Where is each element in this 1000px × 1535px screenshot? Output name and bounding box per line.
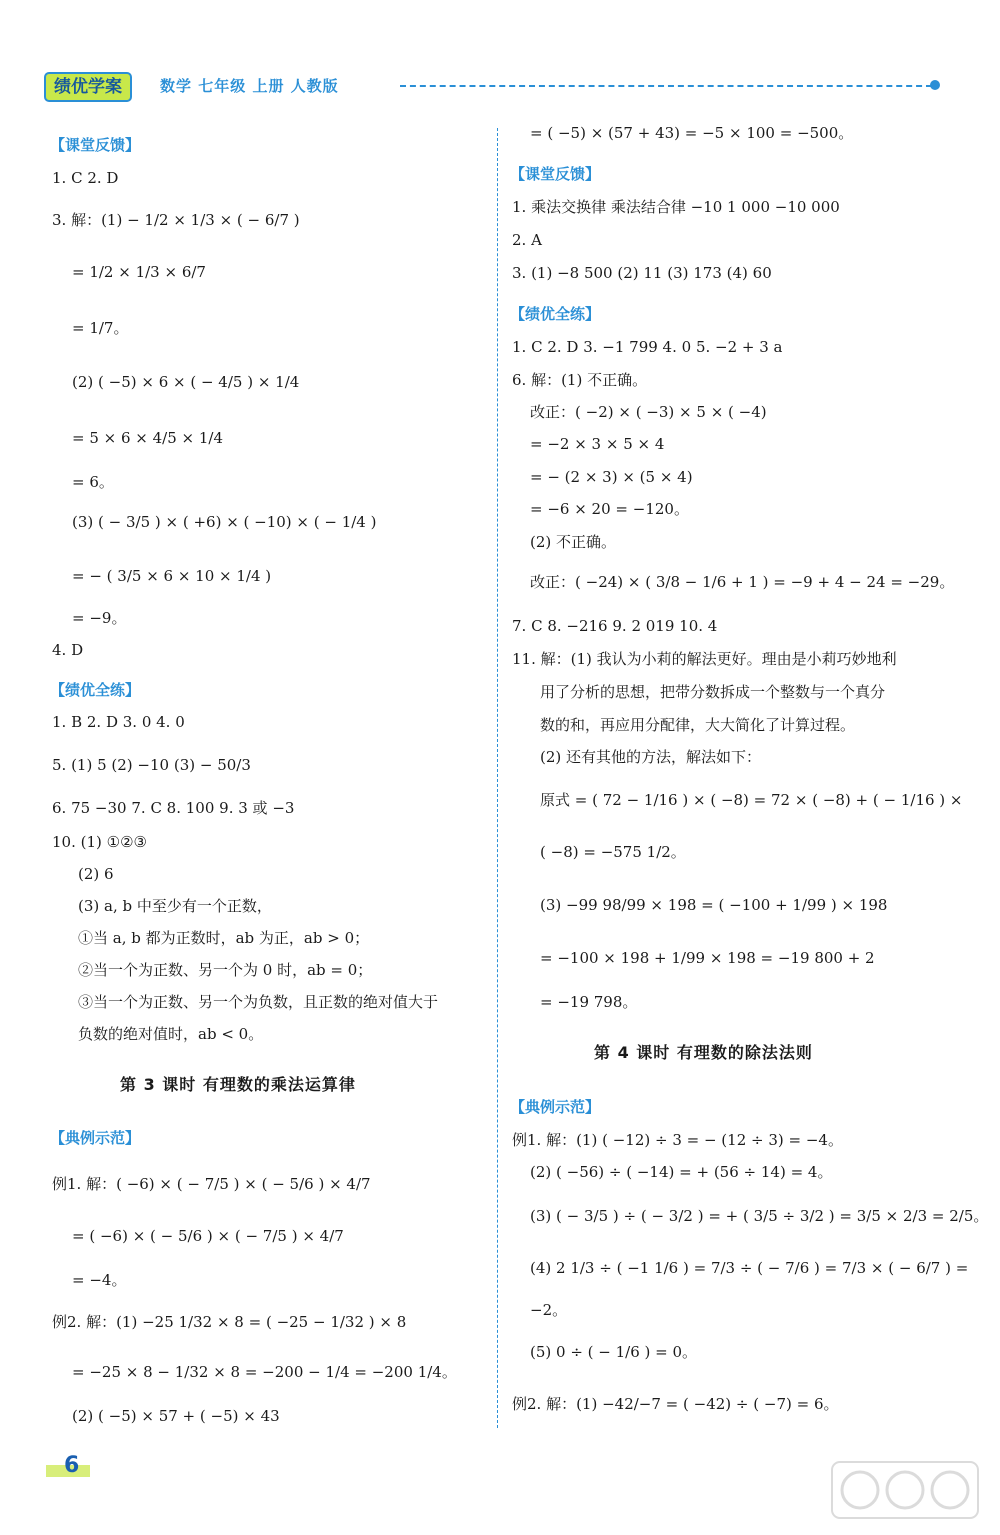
solution-line: 3. 解：(1) − 1/2 × 1/3 × ( − 6/7 )	[52, 211, 300, 229]
solution-line: (3) a, b 中至少有一个正数，	[78, 897, 272, 915]
solution-line: −2。	[530, 1301, 568, 1319]
solution-line: = −2 × 3 × 5 × 4	[530, 435, 665, 453]
solution-line: 例1. 解：( −6) × ( − 7/5 ) × ( − 5/6 ) × 4/7	[52, 1175, 371, 1193]
solution-line: = 1/7。	[72, 319, 129, 337]
header-dashed-rule	[400, 85, 932, 87]
page-header	[44, 72, 944, 100]
solution-line: ①当 a, b 都为正数时，ab 为正，ab > 0；	[78, 929, 370, 947]
solution-line: 3. (1) −8 500 (2) 11 (3) 173 (4) 60	[512, 264, 772, 282]
solution-line: (2) 6	[78, 865, 114, 883]
solution-line: 2. A	[512, 231, 542, 249]
page-number: 6	[64, 1453, 80, 1478]
solution-line: 6. 75 −30 7. C 8. 100 9. 3 或 −3	[52, 799, 295, 817]
solution-line: 1. B 2. D 3. 0 4. 0	[52, 713, 185, 731]
solution-line: = −100 × 198 + 1/99 × 198 = −19 800 + 2	[540, 949, 875, 967]
solution-line: (2) ( −5) × 6 × ( − 4/5 ) × 1/4	[72, 373, 300, 391]
solution-line: 例2. 解：(1) −42/−7 = ( −42) ÷ ( −7) = 6。	[512, 1395, 839, 1413]
solution-line: 1. C 2. D 3. −1 799 4. 0 5. −2 + 3 a	[512, 338, 783, 356]
section-heading: 【典例示范】	[510, 1098, 601, 1116]
solution-line: (2) ( −56) ÷ ( −14) = + (56 ÷ 14) = 4。	[530, 1163, 833, 1181]
lesson-title: 第 3 课时 有理数的乘法运算律	[120, 1075, 356, 1094]
solution-line: 用了分析的思想，把带分数拆成一个整数与一个真分	[540, 683, 886, 701]
solution-line: 1. 乘法交换律 乘法结合律 −10 1 000 −10 000	[512, 198, 840, 216]
brand-logo: 绩优学案	[44, 72, 132, 102]
solution-line: (3) ( − 3/5 ) × ( +6) × ( −10) × ( − 1/4 )	[72, 513, 377, 531]
solution-line: (3) ( − 3/5 ) ÷ ( − 3/2 ) = + ( 3/5 ÷ 3/2 ) = 3/5 × 2/3 = 2/5。	[530, 1207, 989, 1225]
section-heading: 【课堂反馈】	[510, 165, 601, 183]
solution-line: = − ( 3/5 × 6 × 10 × 1/4 )	[72, 567, 272, 585]
solution-line: = − (2 × 3) × (5 × 4)	[530, 468, 693, 486]
solution-line: ③当一个为正数、另一个为负数，且正数的绝对值大于	[78, 993, 439, 1011]
solution-line: (2) ( −5) × 57 + ( −5) × 43	[72, 1407, 280, 1425]
solution-line: = 6。	[72, 473, 114, 491]
solution-line: 10. (1) ①②③	[52, 833, 147, 851]
solution-line: 11. 解：(1) 我认为小莉的解法更好。理由是小莉巧妙地利	[512, 650, 897, 668]
solution-line: (3) −99 98/99 × 198 = ( −100 + 1/99 ) × 198	[540, 896, 888, 914]
book-subtitle: 数学 七年级 上册 人教版	[160, 77, 339, 95]
solution-line: 4. D	[52, 641, 84, 659]
solution-line: 6. 解：(1) 不正确。	[512, 371, 648, 389]
solution-line: (5) 0 ÷ ( − 1/6 ) = 0。	[530, 1343, 698, 1361]
solution-line: 数的和，再应用分配律，大大简化了计算过程。	[540, 716, 856, 734]
solution-line: 改正：( −24) × ( 3/8 − 1/6 + 1 ) = −9 + 4 − 24 = −29。	[530, 573, 955, 591]
solution-line: (2) 不正确。	[530, 533, 617, 551]
solution-line: = ( −5) × (57 + 43) = −5 × 100 = −500。	[530, 124, 854, 142]
header-dot-icon	[930, 80, 940, 90]
column-divider	[497, 128, 498, 1428]
solution-line: (2) 还有其他的方法，解法如下：	[540, 748, 762, 766]
solution-line: 5. (1) 5 (2) −10 (3) − 50/3	[52, 756, 251, 774]
lesson-title: 第 4 课时 有理数的除法法则	[594, 1043, 813, 1062]
section-heading: 【绩优全练】	[510, 305, 601, 323]
solution-line: 7. C 8. −216 9. 2 019 10. 4	[512, 617, 718, 635]
section-heading: 【课堂反馈】	[50, 136, 141, 154]
solution-line: 例2. 解：(1) −25 1/32 × 8 = ( −25 − 1/32 ) × 8	[52, 1313, 407, 1331]
solution-line: = −25 × 8 − 1/32 × 8 = −200 − 1/4 = −200 1/4。	[72, 1363, 457, 1381]
solution-line: 负数的绝对值时，ab < 0。	[78, 1025, 264, 1043]
solution-line: = −19 798。	[540, 993, 638, 1011]
solution-line: ( −8) = −575 1/2。	[540, 843, 686, 861]
solution-line: = 1/2 × 1/3 × 6/7	[72, 263, 206, 281]
solution-line: (4) 2 1/3 ÷ ( −1 1/6 ) = 7/3 ÷ ( − 7/6 ) = 7/3 × ( − 6/7 ) =	[530, 1259, 969, 1277]
section-heading: 【典例示范】	[50, 1129, 141, 1147]
solution-line: = −4。	[72, 1271, 127, 1289]
solution-line: = −6 × 20 = −120。	[530, 500, 689, 518]
solution-line: 改正：( −2) × ( −3) × 5 × ( −4)	[530, 403, 767, 421]
solution-line: 例1. 解：(1) ( −12) ÷ 3 = − (12 ÷ 3) = −4。	[512, 1131, 843, 1149]
solution-line: ②当一个为正数、另一个为 0 时，ab = 0；	[78, 961, 373, 979]
section-heading: 【绩优全练】	[50, 681, 141, 699]
solution-line: 1. C 2. D	[52, 169, 119, 187]
solution-line: = 5 × 6 × 4/5 × 1/4	[72, 429, 224, 447]
watermark-logo	[830, 1460, 980, 1520]
solution-line: = −9。	[72, 609, 127, 627]
solution-line: 原式 = ( 72 − 1/16 ) × ( −8) = 72 × ( −8) + ( − 1/16 ) ×	[540, 791, 963, 809]
solution-line: = ( −6) × ( − 5/6 ) × ( − 7/5 ) × 4/7	[72, 1227, 344, 1245]
